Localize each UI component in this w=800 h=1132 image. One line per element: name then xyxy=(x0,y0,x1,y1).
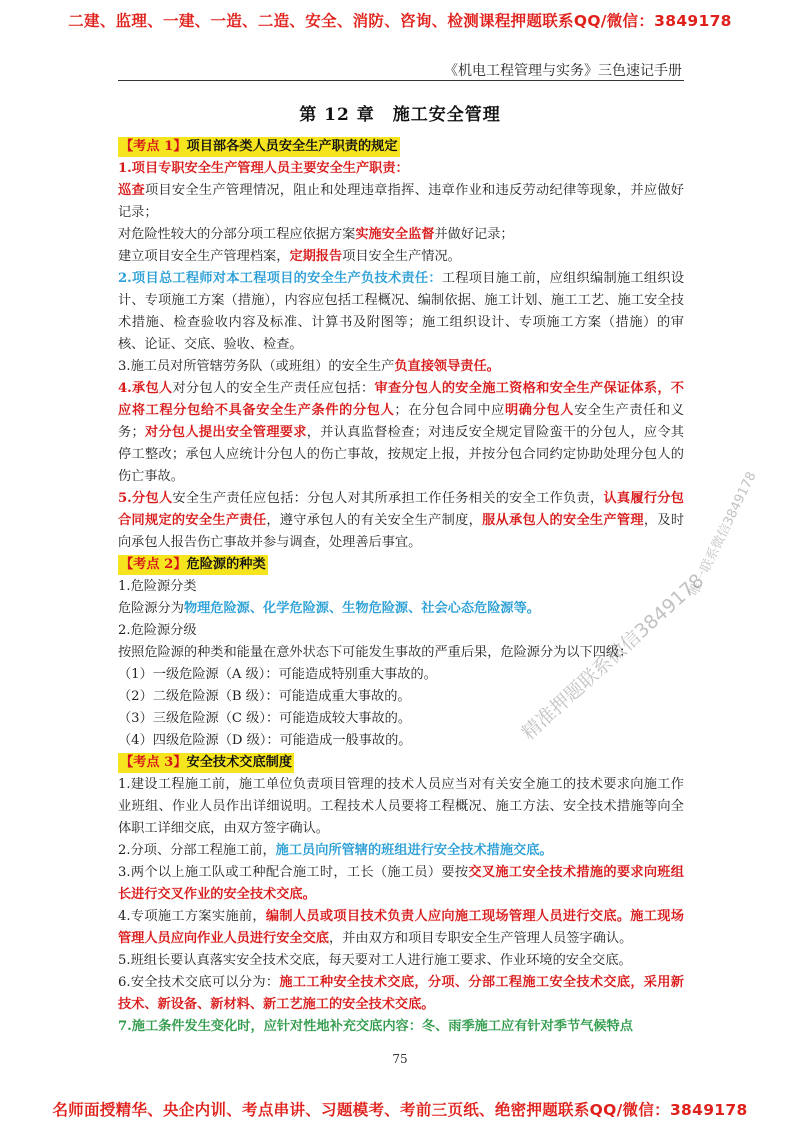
kp1-title: 项目部各类人员安全生产职责的规定 xyxy=(186,139,398,154)
running-head-title: 《机电工程管理与实务》三色速记手册 xyxy=(444,63,682,79)
kp2-heading xyxy=(118,555,268,575)
header-divider xyxy=(118,80,684,81)
kp1-label: 【考点 1】 xyxy=(120,139,187,154)
kp2-level-d: （4）四级危险源（D 级）：可能造成一般事故的。 xyxy=(118,733,412,748)
page-body xyxy=(118,136,684,1038)
kp3-title: 安全技术交底制度 xyxy=(186,755,293,770)
page-number: 75 xyxy=(392,1052,408,1066)
kp3-item6: 6.安全技术交底可以分为：施工工种安全技术交底，分项、分部工程施工安全技术交底，采用新技术、新设备、新材料、新工艺施工的安全技术交底。 xyxy=(118,975,684,1012)
kp1-item4: 4.承包人对分包人的安全生产责任应包括：审查分包人的安全施工资格和安全生产保证体系，不应将工程分包给不具备安全生产条件的分包人；在分包合同中应明确分包人安全生产责任和义务；对分包人提出安全管理要求，并认真监督检查；对违反安全规定冒险蛮干的分包人，应令其停工整改；承包人应统计分包人的伤亡事故，按规定上报，并按分包合同约定协助处理分包人的伤亡事故。 xyxy=(118,381,685,484)
kp3-label: 【考点 3】 xyxy=(120,755,187,770)
kp1-item1-b2: 对危险性较大的分部分项工程应依据方案实施安全监督并做好记录； xyxy=(118,227,514,242)
kp2-title: 危险源的种类 xyxy=(186,557,266,572)
kp3-item7: 7.施工条件发生变化时，应针对性地补充交底内容：冬、雨季施工应有针对季节气候特点 xyxy=(118,1019,633,1034)
kp2-s1-text: 危险源分为物理危险源、化学危险源、生物危险源、社会心态危险源等。 xyxy=(118,601,540,616)
watermark-exam: 精准押题联系微信3849178 xyxy=(517,569,709,745)
chapter-title: 第 12 章 施工安全管理 xyxy=(299,105,501,125)
kp1-item1-b3: 建立项目安全生产管理档案，定期报告项目安全生产情况。 xyxy=(118,249,461,264)
kp2-level-b: （2）二级危险源（B 级）：可能造成重大事故的。 xyxy=(118,689,411,704)
kp1-item1-head: 1.项目专职安全生产管理人员主要安全生产职责： xyxy=(118,161,409,176)
kp3-item5: 5.班组长要认真落实安全技术交底，每天要对工人进行施工要求、作业环境的安全交底。 xyxy=(118,953,632,968)
kp2-s1: 1.危险源分类 xyxy=(118,579,197,594)
kp3-item3: 3.两个以上施工队或工种配合施工时，工长（施工员）要按交叉施工安全技术措施的要求向班组长进行交叉作业的安全技术交底。 xyxy=(118,865,684,902)
kp2-level-a: （1）一级危险源（A 级）：可能造成特别重大事故的。 xyxy=(118,667,437,682)
kp3-item1: 1.建设工程施工前，施工单位负责项目管理的技术人员应当对有关安全施工的技术要求向施工作业班组、作业人员作出详细说明。工程技术人员要将工程概况、施工方法、安全技术措施等向全体职工详细交底，由双方签字确认。 xyxy=(118,777,684,836)
kp2-s2: 2.危险源分级 xyxy=(118,623,197,638)
kp1-item1-b1: 巡查项目安全生产管理情况，阻止和处理违章指挥、违章作业和违反劳动纪律等现象，并应做好记录； xyxy=(118,183,684,220)
kp2-level-c: （3）三级危险源（C 级）：可能造成较大事故的。 xyxy=(118,711,412,726)
watermark-contact: 唯一联系微信3849178 xyxy=(686,469,760,599)
kp3-item2: 2.分项、分部工程施工前，施工员向所管辖的班组进行安全技术措施交底。 xyxy=(118,843,553,858)
kp2-label: 【考点 2】 xyxy=(120,557,187,572)
kp1-item5: 5.分包人安全生产责任应包括：分包人对其所承担工作任务相关的安全工作负责，认真履行分包合同规定的安全生产责任，遵守承包人的有关安全生产制度，服从承包人的安全生产管理，及时向承包人报告伤亡事故并参与调查，处理善后事宜。 xyxy=(118,491,685,550)
kp1-item2: 2.项目总工程师对本工程项目的安全生产负技术责任：工程项目施工前，应组织编制施工组织设计、专项施工方案（措施），内容应包括工程概况、编制依据、施工计划、施工工艺、施工安全技术措施、检查验收内容及标准、计算书及附图等；施工组织设计、专项施工方案（措施）的审核、论证、交底、验收、检查。 xyxy=(118,271,685,352)
top-ad-banner: 二建、监理、一建、一造、二造、安全、消防、咨询、检测课程押题联系QQ/微信：3849178 xyxy=(68,12,732,30)
bottom-ad-banner: 名师面授精华、央企内训、考点串讲、习题模考、考前三页纸、绝密押题联系QQ/微信：3849178 xyxy=(52,1101,748,1119)
kp3-item4: 4.专项施工方案实施前，编制人员或项目技术负责人应向施工现场管理人员进行交底。施工现场管理人员应向作业人员进行安全交底，并由双方和项目专职安全生产管理人员签字确认。 xyxy=(118,909,684,946)
kp2-s2-text: 按照危险源的种类和能量在意外状态下可能发生事故的严重后果，危险源分为以下四级： xyxy=(118,645,633,660)
kp3-heading xyxy=(118,753,294,773)
kp1-heading xyxy=(118,137,400,157)
kp1-item3: 3.施工员对所管辖劳务队（或班组）的安全生产负直接领导责任。 xyxy=(118,359,500,374)
